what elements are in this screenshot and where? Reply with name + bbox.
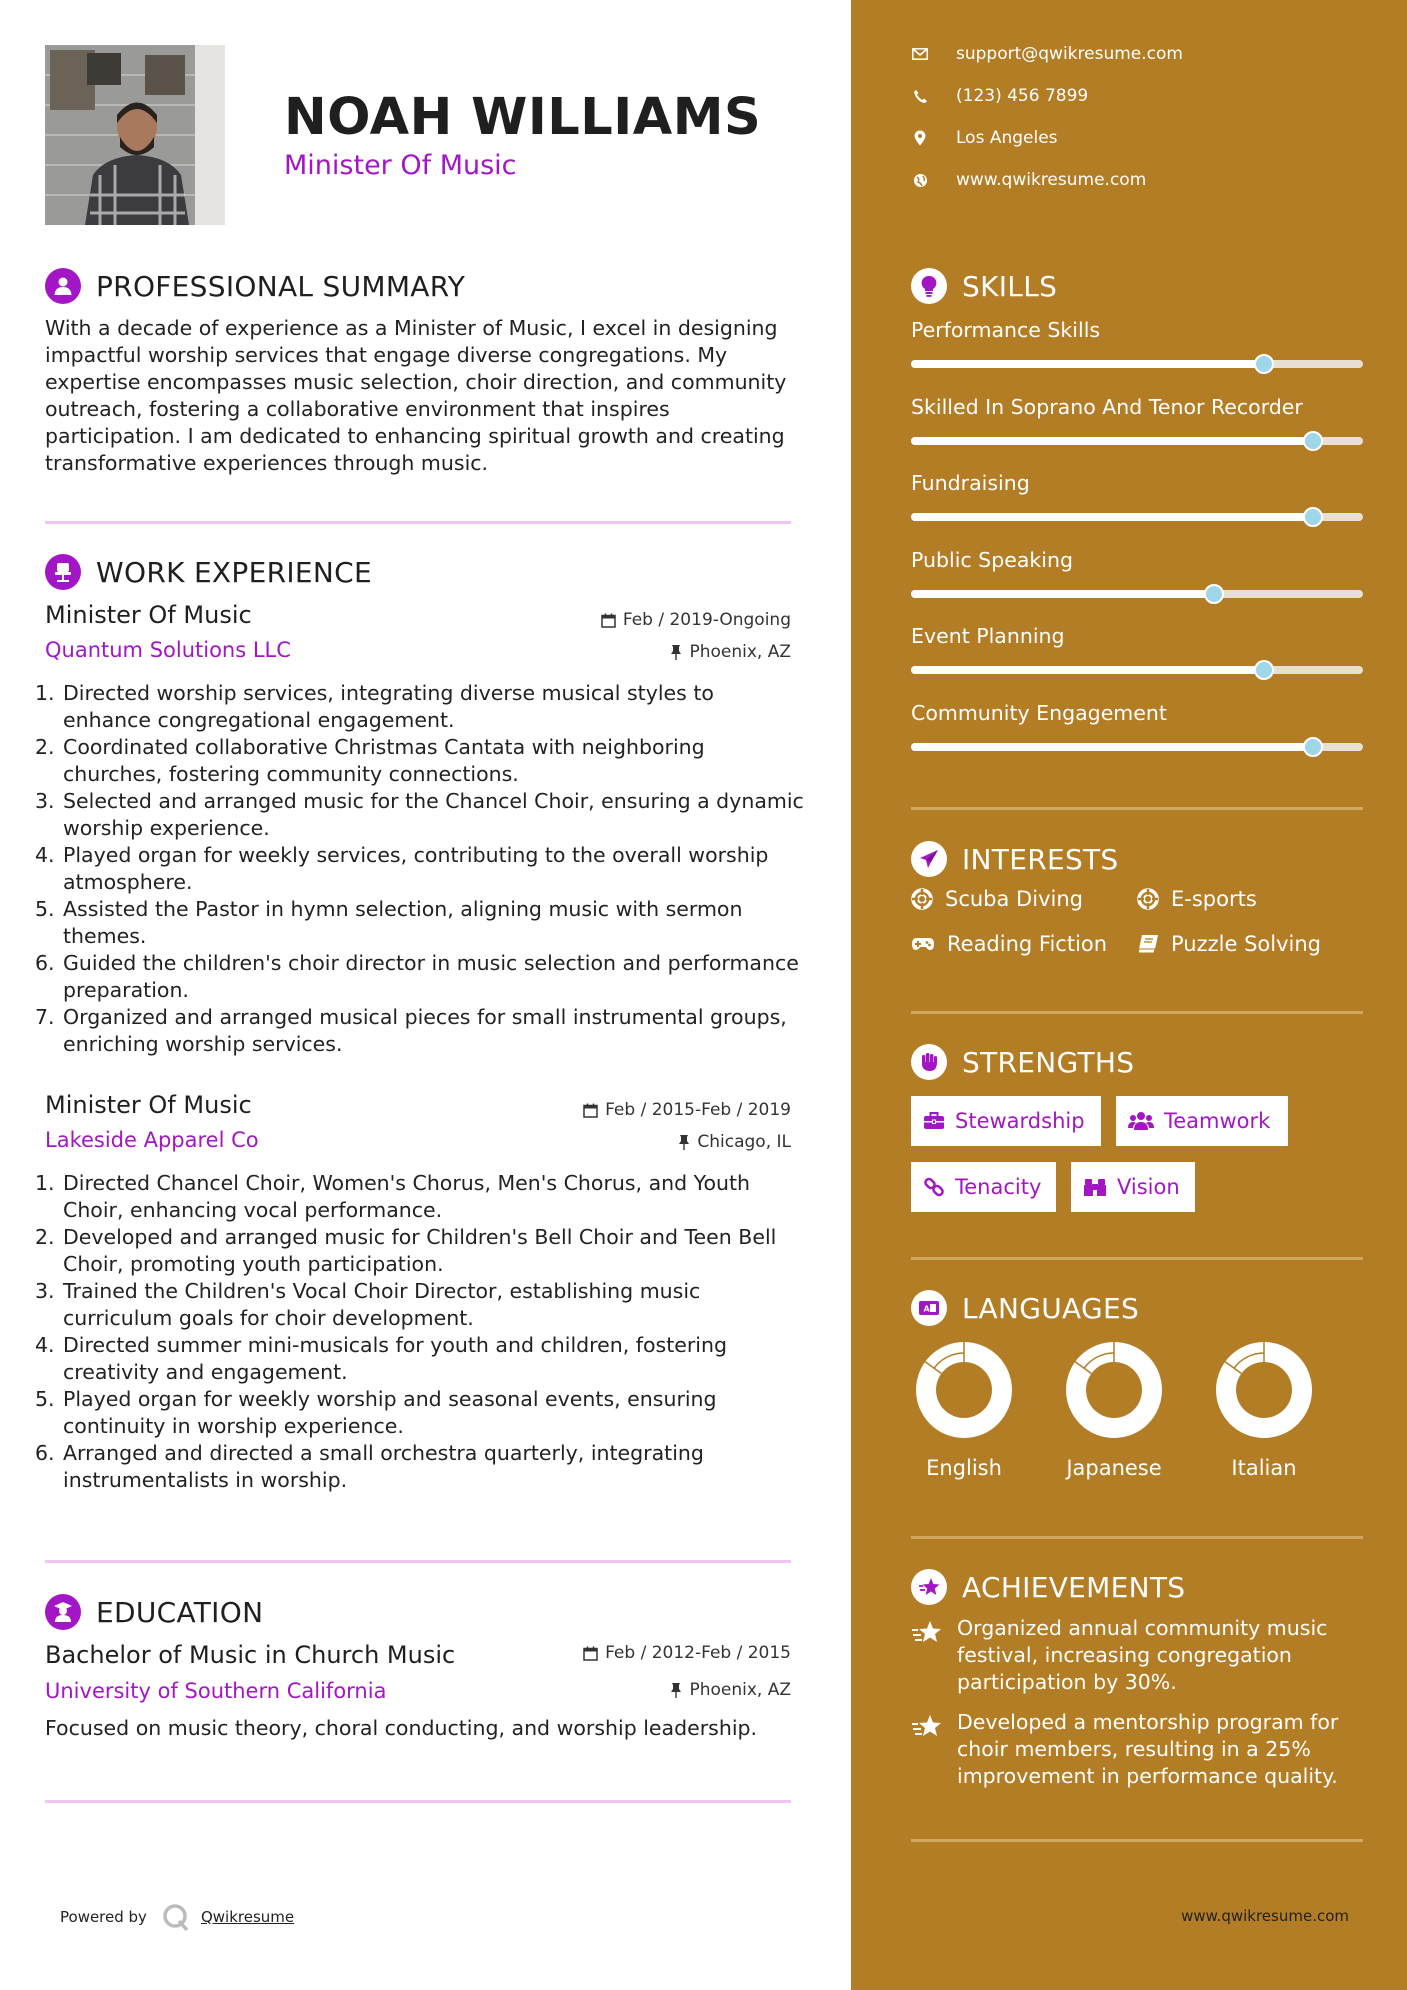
list-item: 5. Assisted the Pastor in hymn selection, aligning music with sermon themes. xyxy=(35,897,743,948)
users-icon xyxy=(1128,1111,1154,1131)
list-item: 2. Developed and arranged music for Children's Bell Choir and Teen Bell Choir, promoting youth participation. xyxy=(35,1225,777,1276)
interest-item: Reading Fiction xyxy=(911,932,1107,956)
job-title: Minister Of Music xyxy=(45,601,252,629)
graduate-icon xyxy=(45,1594,81,1630)
profile-photo xyxy=(45,45,225,225)
lifebuoy-icon xyxy=(1137,888,1159,910)
binoculars-icon xyxy=(1083,1177,1107,1197)
list-item: 1. Directed Chancel Choir, Women's Chorus, Men's Chorus, and Youth Choir, enhancing vocal performance. xyxy=(35,1171,751,1222)
pin-icon xyxy=(678,1134,690,1150)
qwikresume-link[interactable]: Qwikresume xyxy=(200,1908,295,1926)
pin-icon xyxy=(670,1682,682,1698)
job-location: Chicago, IL xyxy=(678,1132,791,1152)
job-dates: Feb / 2015-Feb / 2019 xyxy=(583,1100,791,1120)
skill-bar xyxy=(911,666,1363,674)
list-item: 1. Directed worship services, integrating diverse musical styles to enhance congregational engagement. xyxy=(35,681,714,732)
job-dates: Feb / 2019-Ongoing xyxy=(601,610,791,630)
language-label: Italian xyxy=(1231,1456,1297,1480)
footer-site[interactable]: www.qwikresume.com xyxy=(1181,1907,1349,1925)
gamepad-icon xyxy=(911,936,935,952)
divider xyxy=(911,1257,1363,1260)
skill-bar-knob xyxy=(1254,660,1274,680)
svg-text:A: A xyxy=(923,1304,930,1314)
list-item: 5. Played organ for weekly worship and seasonal events, ensuring continuity in worship experience. xyxy=(35,1387,717,1438)
divider xyxy=(45,521,791,524)
skill-bar xyxy=(911,513,1363,521)
pin-icon xyxy=(670,644,682,660)
strength-chip: Teamwork xyxy=(1116,1096,1288,1146)
star-icon xyxy=(911,1619,943,1645)
interest-item: E-sports xyxy=(1137,887,1257,911)
strength-chip: Stewardship xyxy=(911,1096,1101,1146)
achievement-item: Developed a mentorship program for choir members, resulting in a 25% improvement in performance quality. xyxy=(911,1709,1361,1790)
fist-icon xyxy=(911,1044,947,1080)
list-item: 6. Guided the children's choir director in music selection and performance preparation. xyxy=(35,951,799,1002)
job-bullets xyxy=(35,1170,805,1494)
divider xyxy=(45,1560,791,1563)
user-icon xyxy=(45,268,81,304)
contact-website[interactable]: www.qwikresume.com xyxy=(911,170,1146,190)
skills-heading: SKILLS xyxy=(911,268,1057,304)
skill-label: Public Speaking xyxy=(911,547,1073,572)
education-description: Focused on music theory, choral conducting, and worship leadership. xyxy=(45,1716,758,1740)
language-label: Japanese xyxy=(1066,1456,1162,1480)
contact-phone: (123) 456 7899 xyxy=(911,86,1088,106)
contact-email[interactable]: support@qwikresume.com xyxy=(911,44,1183,64)
list-item: 6. Arranged and directed a small orchestra quarterly, integrating instrumentalists in worship. xyxy=(35,1441,704,1492)
translate-icon xyxy=(911,1290,947,1326)
skill-bar-fill xyxy=(911,590,1214,598)
education-location: Phoenix, AZ xyxy=(670,1680,791,1700)
language-ring xyxy=(916,1342,1012,1442)
strength-chip: Tenacity xyxy=(911,1162,1056,1212)
language-label: English xyxy=(926,1456,1002,1480)
list-item: 4. Directed summer mini-musicals for youth and children, fostering creativity and engagement. xyxy=(35,1333,728,1384)
book-icon xyxy=(1137,934,1159,954)
language-ring xyxy=(1216,1342,1312,1442)
languages-heading: A LANGUAGES xyxy=(911,1290,1139,1326)
job-location: Phoenix, AZ xyxy=(670,642,791,662)
skill-label: Performance Skills xyxy=(911,318,1101,342)
skill-bar-fill xyxy=(911,437,1313,445)
skill-bar-knob xyxy=(1303,737,1323,757)
divider xyxy=(911,1536,1363,1539)
skill-bar-knob xyxy=(1254,354,1274,374)
school-name: University of Southern California xyxy=(45,1679,387,1703)
job-bullets xyxy=(35,680,805,1058)
list-item: 7. Organized and arranged musical pieces for small instrumental groups, enriching worship services. xyxy=(35,1005,787,1056)
calendar-icon xyxy=(583,1103,598,1118)
experience-heading: WORK EXPERIENCE xyxy=(45,554,372,590)
company-name: Lakeside Apparel Co xyxy=(45,1128,259,1152)
lifebuoy-icon xyxy=(911,888,933,910)
interests-heading: INTERESTS xyxy=(911,841,1119,877)
achievement-item: Organized annual community music festival, increasing congregation participation by 30%. xyxy=(911,1615,1361,1696)
divider xyxy=(45,1800,791,1803)
summary-text: With a decade of experience as a Minister of Music, I excel in designing impactful worship services that engage diverse congregations. My expertise encompasses music selection, choir direction, and community outreach, fostering a collaborative environment that inspires participation. I am dedicated to enhancing spiritual growth and creating transformative experiences through music. xyxy=(45,316,787,475)
list-item: 2. Coordinated collaborative Christmas Cantata with neighboring churches, fostering community connections. xyxy=(35,735,705,786)
skill-bar-knob xyxy=(1303,431,1323,451)
paper-plane-icon xyxy=(911,841,947,877)
candidate-name: NOAH WILLIAMS xyxy=(284,88,762,147)
language-ring xyxy=(1066,1342,1162,1442)
education-dates: Feb / 2012-Feb / 2015 xyxy=(583,1643,791,1663)
list-item: 3. Trained the Children's Vocal Choir Director, establishing music curriculum goals for choir development. xyxy=(35,1279,701,1330)
skill-bar-fill xyxy=(911,360,1264,368)
skill-bar xyxy=(911,743,1363,751)
skill-label: Skilled In Soprano And Tenor Recorder xyxy=(911,394,1303,419)
list-item: 4. Played organ for weekly services, contributing to the overall worship atmosphere. xyxy=(35,843,769,894)
interest-item: Scuba Diving xyxy=(911,887,1083,911)
list-item: 3. Selected and arranged music for the Chancel Choir, ensuring a dynamic worship experience. xyxy=(35,789,804,840)
skill-bar-fill xyxy=(911,666,1264,674)
contact-location: Los Angeles xyxy=(911,128,1058,148)
skill-label: Event Planning xyxy=(911,624,1065,648)
globe-icon xyxy=(913,173,928,188)
skill-label: Fundraising xyxy=(911,471,1030,495)
divider xyxy=(911,1839,1363,1842)
divider xyxy=(911,807,1363,810)
education-heading: EDUCATION xyxy=(45,1594,263,1630)
briefcase-icon xyxy=(923,1112,945,1130)
skill-bar-knob xyxy=(1204,584,1224,604)
star-icon xyxy=(911,1569,947,1605)
chair-icon xyxy=(45,554,81,590)
degree-title: Bachelor of Music in Church Music xyxy=(45,1641,456,1669)
envelope-icon xyxy=(912,48,928,60)
lightbulb-icon xyxy=(911,268,947,304)
company-name: Quantum Solutions LLC xyxy=(45,638,291,662)
calendar-icon xyxy=(583,1646,598,1661)
skill-bar-fill xyxy=(911,513,1313,521)
link-icon xyxy=(923,1176,945,1198)
map-marker-icon xyxy=(914,130,926,146)
skill-bar xyxy=(911,590,1363,598)
skill-bar-fill xyxy=(911,743,1313,751)
candidate-title: Minister Of Music xyxy=(284,150,517,181)
qwikresume-logo-icon xyxy=(161,1902,191,1932)
interest-item: Puzzle Solving xyxy=(1137,932,1321,956)
skill-bar xyxy=(911,437,1363,445)
star-icon xyxy=(911,1713,943,1739)
phone-icon xyxy=(913,89,928,104)
strength-chip: Vision xyxy=(1071,1162,1195,1212)
divider xyxy=(911,1011,1363,1014)
skill-label: Community Engagement xyxy=(911,700,1167,725)
powered-by: Powered by Qwikresume xyxy=(60,1902,294,1932)
summary-heading: PROFESSIONAL SUMMARY xyxy=(45,268,465,304)
calendar-icon xyxy=(601,613,616,628)
strengths-heading: STRENGTHS xyxy=(911,1044,1134,1080)
achievements-heading: ACHIEVEMENTS xyxy=(911,1569,1185,1605)
skill-bar xyxy=(911,360,1363,368)
job-title: Minister Of Music xyxy=(45,1091,252,1119)
